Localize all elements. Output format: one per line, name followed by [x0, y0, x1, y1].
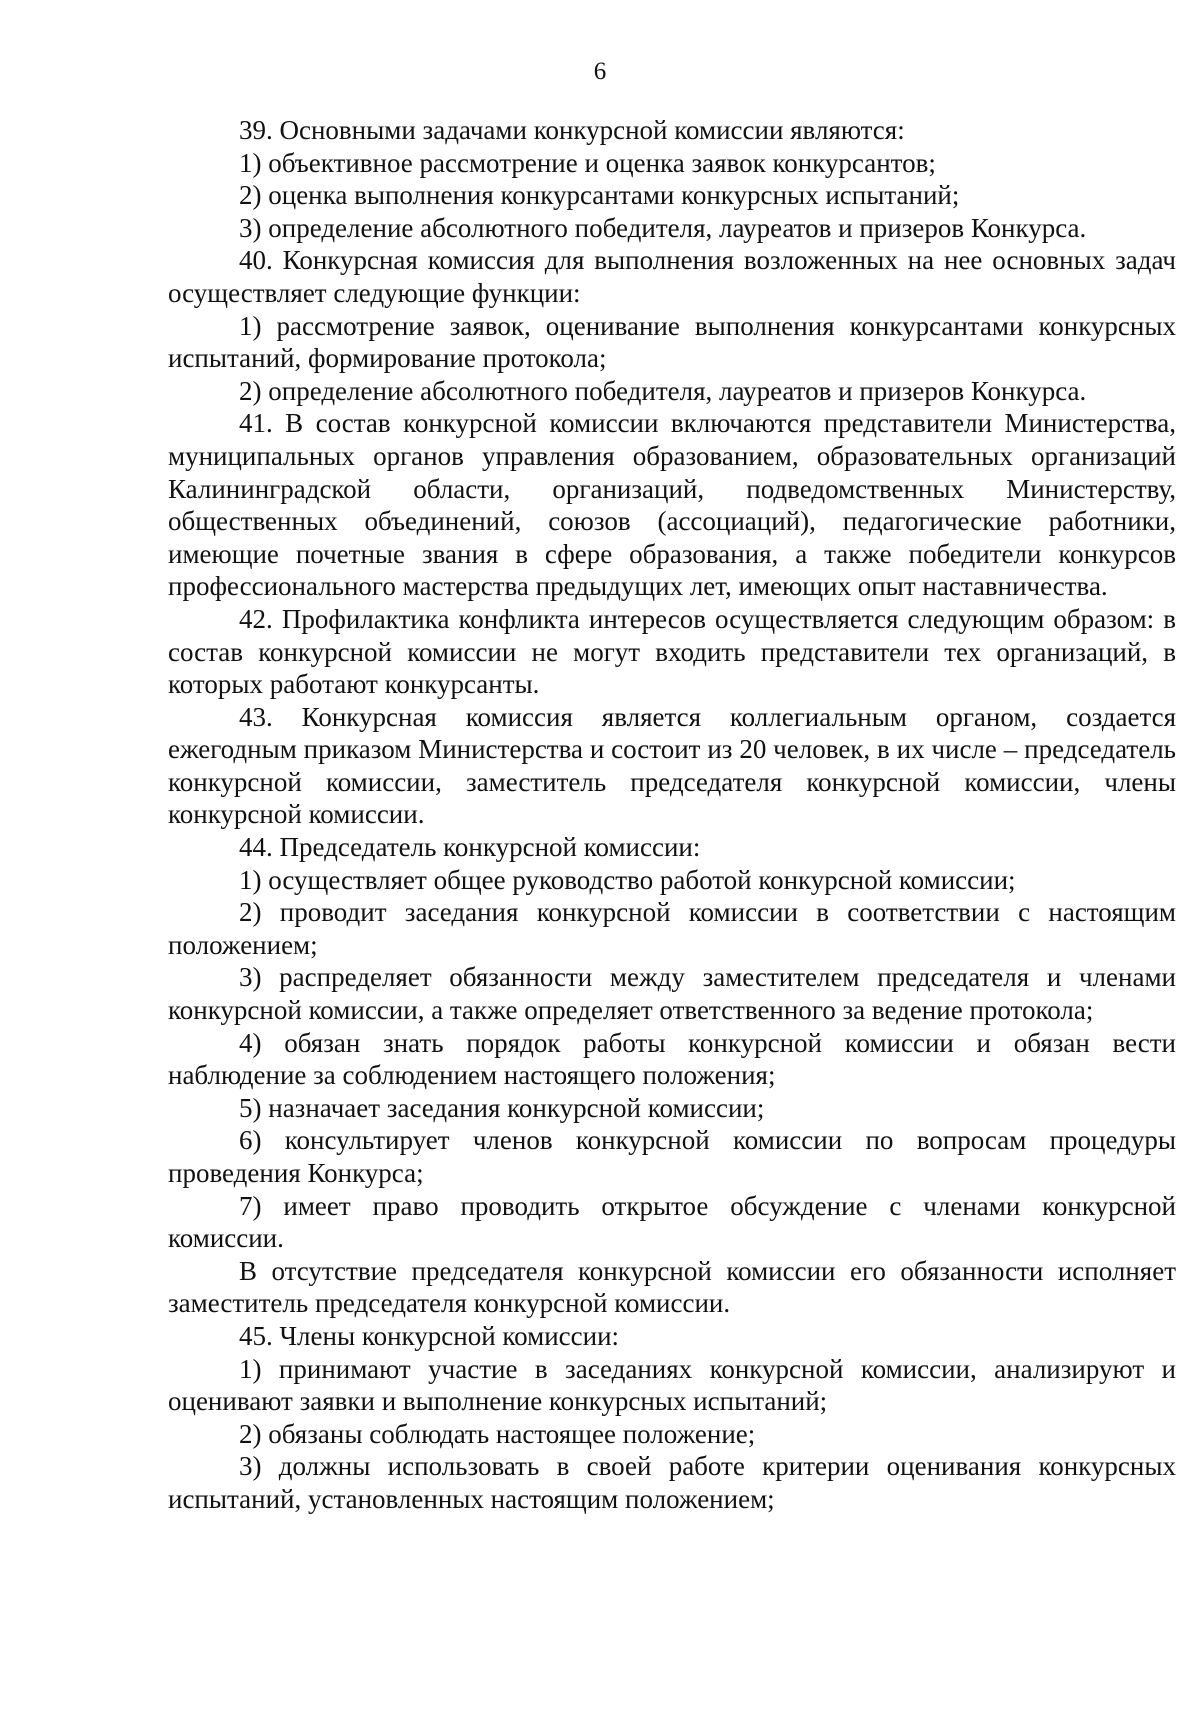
paragraph-43: 43. Конкурсная комиссия является коллегиальным органом, создается ежегодным приказом Министерства и состоит из 20 человек, в их числе – председатель конкурсной комиссии, заместитель председателя конкурсной комиссии, члены конкурсной комиссии. [168, 701, 1176, 830]
paragraph-39-item-3: 3) определение абсолютного победителя, лауреатов и призеров Конкурса. [239, 212, 1087, 243]
paragraph-44-item-6: 6) консультирует членов конкурсной комиссии по вопросам процедуры проведения Конкурса; [168, 1125, 1176, 1188]
paragraph-42: 42. Профилактика конфликта интересов осуществляется следующим образом: в состав конкурсной комиссии не могут входить представители тех организаций, в которых работают конкурсанты. [168, 603, 1176, 700]
paragraph-40-heading: 40. Конкурсная комиссия для выполнения возложенных на нее основных задач осуществляет следующие функции: [168, 245, 1176, 308]
paragraph-44-item-7: 7) имеет право проводить открытое обсуждение с членами конкурсной комиссии. [168, 1190, 1176, 1254]
paragraph-39-item-1: 1) объективное рассмотрение и оценка заявок конкурсантов; [239, 147, 936, 178]
paragraph-44-item-4: 4) обязан знать порядок работы конкурсной комиссии и обязан вести наблюдение за соблюдением настоящего положения; [168, 1027, 1176, 1091]
paragraph-40-item-2: 2) определение абсолютного победителя, лауреатов и призеров Конкурса. [239, 375, 1087, 406]
paragraph-44-item-3: 3) распределяет обязанности между заместителем председателя и членами конкурсной комиссии, а также определяет ответственного за ведение протокола; [168, 962, 1176, 1026]
paragraph-44-item-2: 2) проводит заседания конкурсной комиссии в соответствии с настоящим положением; [168, 897, 1176, 960]
paragraph-39-heading: 39. Основными задачами конкурсной комиссии являются: [239, 115, 905, 145]
paragraph-39-item-2: 2) оценка выполнения конкурсантами конкурсных испытаний; [239, 180, 960, 211]
paragraph-44-heading: 44. Председатель конкурсной комиссии: [239, 832, 701, 863]
paragraph-45-item-3: 3) должны использовать в своей работе критерии оценивания конкурсных испытаний, установленных настоящим положением; [168, 1451, 1176, 1514]
document-body [168, 114, 1176, 1516]
paragraph-45-item-2: 2) обязаны соблюдать настоящее положение; [239, 1418, 756, 1449]
paragraph-45-heading: 45. Члены конкурсной комиссии: [239, 1320, 620, 1351]
paragraph-45-item-1: 1) принимают участие в заседаниях конкурсной комиссии, анализируют и оценивают заявки и выполнение конкурсных испытаний; [168, 1353, 1176, 1417]
paragraph-40-item-1: 1) рассмотрение заявок, оценивание выполнения конкурсантами конкурсных испытаний, формирование протокола; [168, 310, 1176, 374]
paragraph-44-item-5: 5) назначает заседания конкурсной комиссии; [239, 1092, 765, 1123]
page-number: 6 [593, 58, 607, 85]
paragraph-44-absence-note: В отсутствие председателя конкурсной комиссии его обязанности исполняет заместитель председателя конкурсной комиссии. [168, 1255, 1176, 1319]
paragraph-44-item-1: 1) осуществляет общее руководство работой конкурсной комиссии; [239, 864, 1016, 895]
paragraph-41: 41. В состав конкурсной комиссии включаются представители Министерства, муниципальных органов управления образованием, образовательных организаций Калининградской области, организаций, подведомственных Министерству, общественных объединений, союзов (ассоциаций), педагогические работники, имеющие почетные звания в сфере образования, а также победители конкурсов профессионального мастерства предыдущих лет, имеющих опыт наставничества. [168, 408, 1176, 602]
